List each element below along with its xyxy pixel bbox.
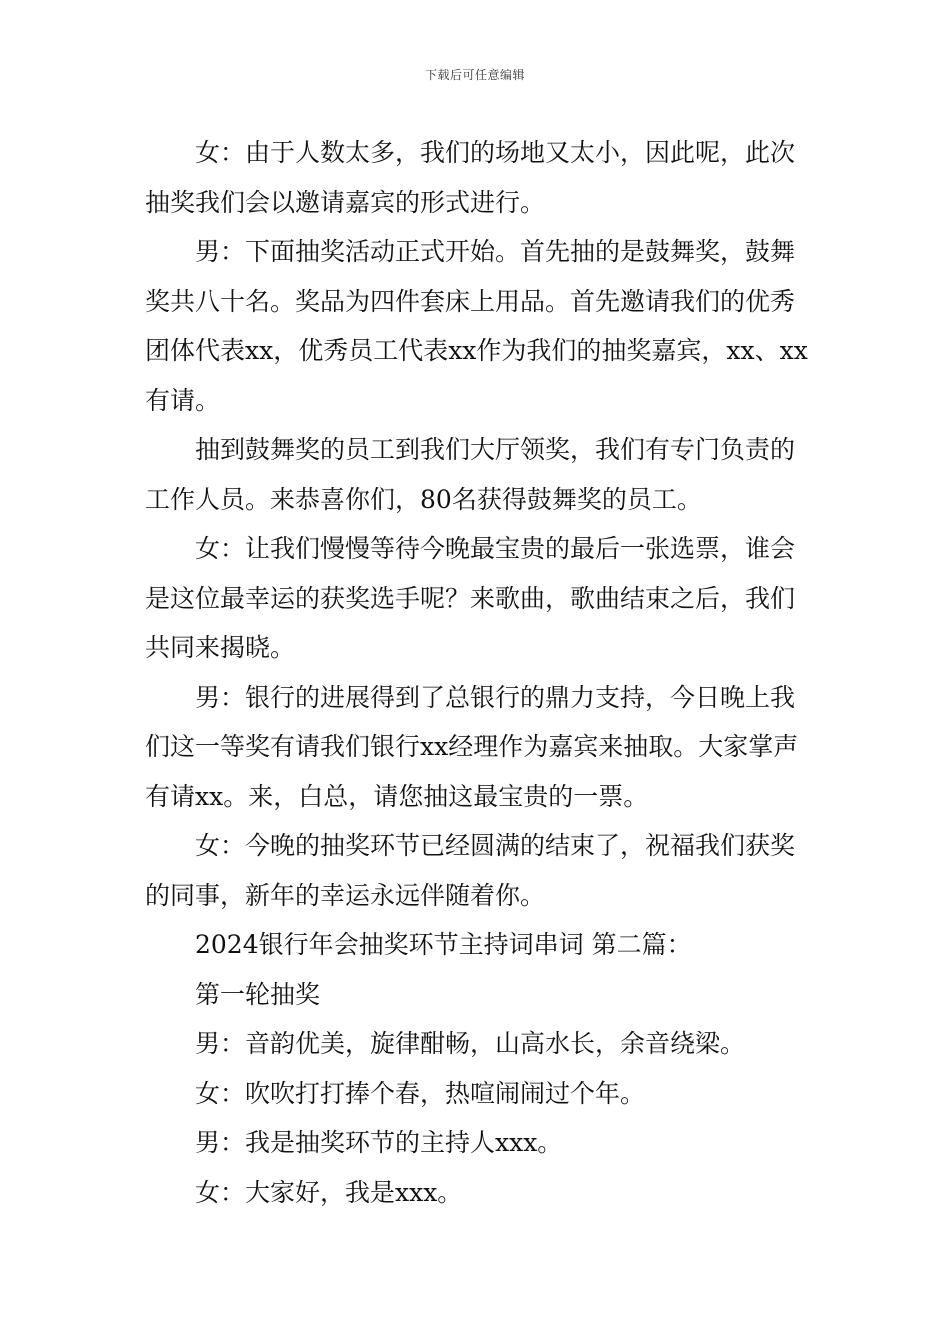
paragraph-1: 女：由于人数太多，我们的场地又太小，因此呢，此次抽奖我们会以邀请嘉宾的形式进行。 bbox=[145, 138, 796, 217]
dialogue-line: 男：我是抽奖环节的主持人xxx。 bbox=[195, 1128, 563, 1157]
document-body bbox=[145, 128, 810, 1217]
section-heading: 2024银行年会抽奖环节主持词串词 第二篇： bbox=[195, 930, 692, 959]
paragraph-5: 男：银行的进展得到了总银行的鼎力支持，今日晚上我们这一等奖有请我们银行xx经理作为嘉宾来抽取。大家掌声有请xx。来，白总，请您抽这最宝贵的一票。 bbox=[145, 682, 799, 811]
round-heading: 第一轮抽奖 bbox=[195, 979, 321, 1009]
dialogue-line: 男：音韵优美，旋律酣畅，山高水长，余音绕梁。 bbox=[195, 1029, 746, 1058]
paragraph-6: 女：今晚的抽奖环节已经圆满的结束了，祝福我们获奖的同事，新年的幸运永远伴随着你。 bbox=[145, 831, 796, 910]
paragraph-4: 女：让我们慢慢等待今晚最宝贵的最后一张选票，谁会是这位最幸运的获奖选手呢？来歌曲，歌曲结束之后，我们共同来揭晓。 bbox=[145, 534, 796, 662]
paragraph-3: 抽到鼓舞奖的员工到我们大厅领奖，我们有专门负责的工作人员。来恭喜你们，80名获得鼓舞奖的员工。 bbox=[145, 435, 796, 514]
dialogue-line: 女：吹吹打打捧个春，热喧闹闹过个年。 bbox=[195, 1078, 646, 1108]
dialogue-line: 女：大家好，我是xxx。 bbox=[195, 1177, 463, 1207]
paragraph-2: 男：下面抽奖活动正式开始。首先抽的是鼓舞奖，鼓舞奖共八十名。奖品为四件套床上用品。首先邀请我们的优秀团体代表xx，优秀员工代表xx作为我们的抽奖嘉宾，xx、xx有请。 bbox=[145, 237, 808, 415]
page-header: 下载后可任意编辑 bbox=[424, 68, 525, 82]
